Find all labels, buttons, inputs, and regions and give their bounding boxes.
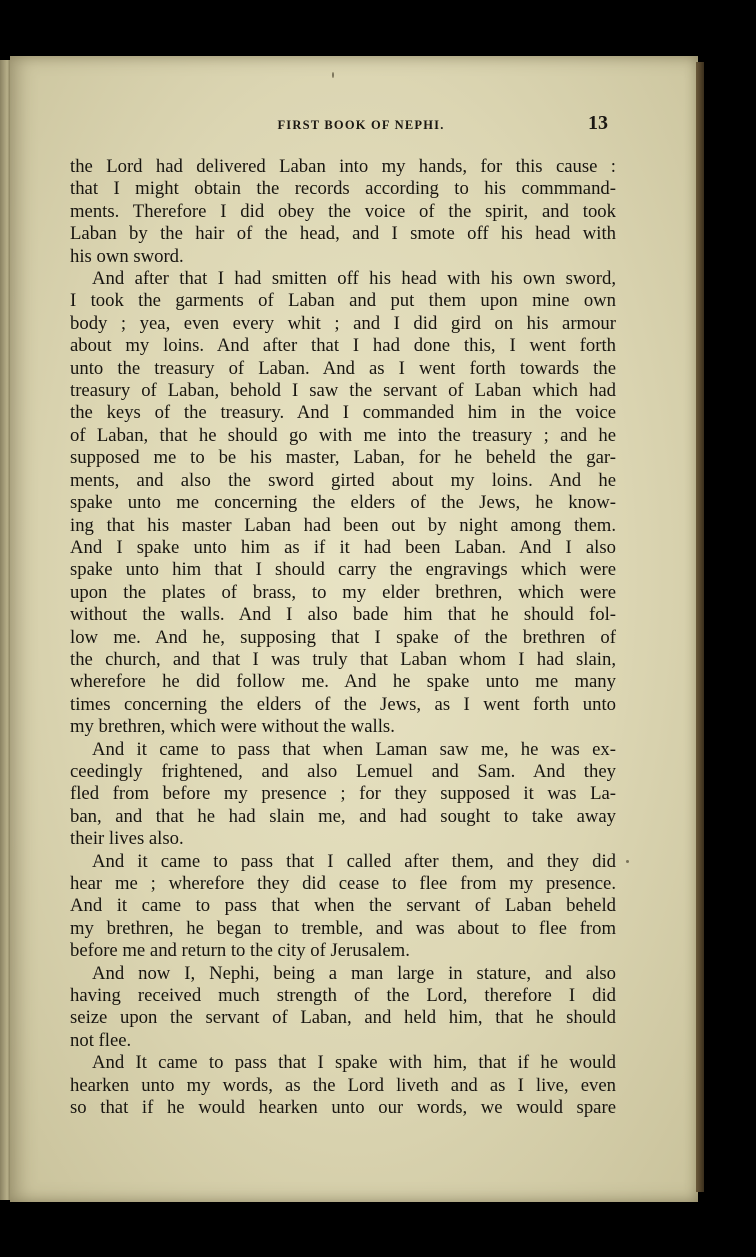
paragraph (70, 739, 616, 851)
paragraph (70, 851, 616, 963)
text-line: ing that his master Laban had been out by night among them. (70, 514, 616, 536)
paper-speck (332, 72, 334, 78)
text-line: his own sword. (70, 245, 184, 267)
text-line: fled from before my presence ; for they supposed it was La- (70, 783, 616, 805)
body-text (70, 156, 616, 1119)
text-line: wherefore he did follow me. And he spake unto me many (70, 671, 616, 693)
text-line: spake unto him that I should carry the engravings which were (70, 559, 616, 581)
text-line: before me and return to the city of Jerusalem. (70, 940, 410, 962)
text-line: And now I, Nephi, being a man large in stature, and also (92, 962, 616, 984)
running-head: FIRST BOOK OF NEPHI. (277, 118, 445, 132)
page-fore-edge (696, 62, 704, 1192)
text-line: the church, and that I was truly that Laban whom I had slain, (70, 648, 616, 670)
text-line: low me. And he, supposing that I spake of the brethren of (70, 626, 616, 648)
text-line: spake unto me concerning the elders of the Jews, he know- (70, 492, 616, 514)
paragraph (70, 268, 616, 739)
text-line: ments. Therefore I did obey the voice of the spirit, and took (70, 200, 616, 222)
text-line: having received much strength of the Lord, therefore I did (70, 985, 616, 1007)
text-line: unto the treasury of Laban. And as I went forth towards the (70, 357, 616, 379)
text-line: hearken unto my words, as the Lord liveth and as I live, even (70, 1074, 616, 1096)
text-line: supposed me to be his master, Laban, for he beheld the gar- (70, 447, 616, 469)
text-line: And It came to pass that I spake with him, that if he would (92, 1052, 616, 1074)
text-line: times concerning the elders of the Jews, as I went forth unto (70, 693, 616, 715)
text-line: without the walls. And I also bade him that he should fol- (70, 604, 616, 626)
text-line: And after that I had smitten off his head with his own sword, (92, 268, 616, 290)
paper-speck (626, 860, 629, 863)
text-line: And it came to pass that when the servant of Laban beheld (70, 895, 616, 917)
text-line: treasury of Laban, behold I saw the servant of Laban which had (70, 380, 616, 402)
text-line: ceedingly frightened, and also Lemuel and Sam. And they (70, 760, 616, 782)
text-line: not flee. (70, 1029, 132, 1051)
text-line: body ; yea, even every whit ; and I did gird on his armour (70, 312, 616, 334)
text-line: the keys of the treasury. And I commanded him in the voice (70, 402, 616, 424)
text-line: about my loins. And after that I had done this, I went forth (70, 335, 616, 357)
text-line: Laban by the hair of the head, and I smote off his head with (70, 223, 616, 245)
paragraph (70, 156, 616, 268)
page-header (0, 112, 756, 138)
text-line: And it came to pass that when Laman saw me, he was ex- (92, 738, 616, 760)
text-line: of Laban, that he should go with me into the treasury ; and he (70, 424, 616, 446)
text-line: upon the plates of brass, to my elder brethren, which were (70, 581, 616, 603)
text-line: hear me ; wherefore they did cease to flee from my presence. (70, 873, 616, 894)
text-line: that I might obtain the records according to his commmand- (70, 178, 616, 200)
text-line: the Lord had delivered Laban into my hands, for this cause : (70, 156, 616, 177)
text-line: And I spake unto him as if it had been Laban. And I also (70, 536, 616, 558)
text-line: their lives also. (70, 828, 184, 850)
text-line: And it came to pass that I called after them, and they did (92, 850, 616, 872)
text-line: my brethren, he began to tremble, and was about to flee from (70, 917, 616, 939)
page-number: 13 (588, 112, 608, 134)
text-line: I took the garments of Laban and put them upon mine own (70, 290, 616, 312)
paragraph (70, 1052, 616, 1119)
text-line: seize upon the servant of Laban, and held him, that he should (70, 1007, 616, 1029)
text-line: ban, and that he had slain me, and had sought to take away (70, 805, 616, 827)
text-line: so that if he would hearken unto our words, we would spare (70, 1097, 616, 1119)
text-line: my brethren, which were without the walls. (70, 716, 395, 738)
text-line: ments, and also the sword girted about my loins. And he (70, 469, 616, 491)
paragraph (70, 963, 616, 1053)
